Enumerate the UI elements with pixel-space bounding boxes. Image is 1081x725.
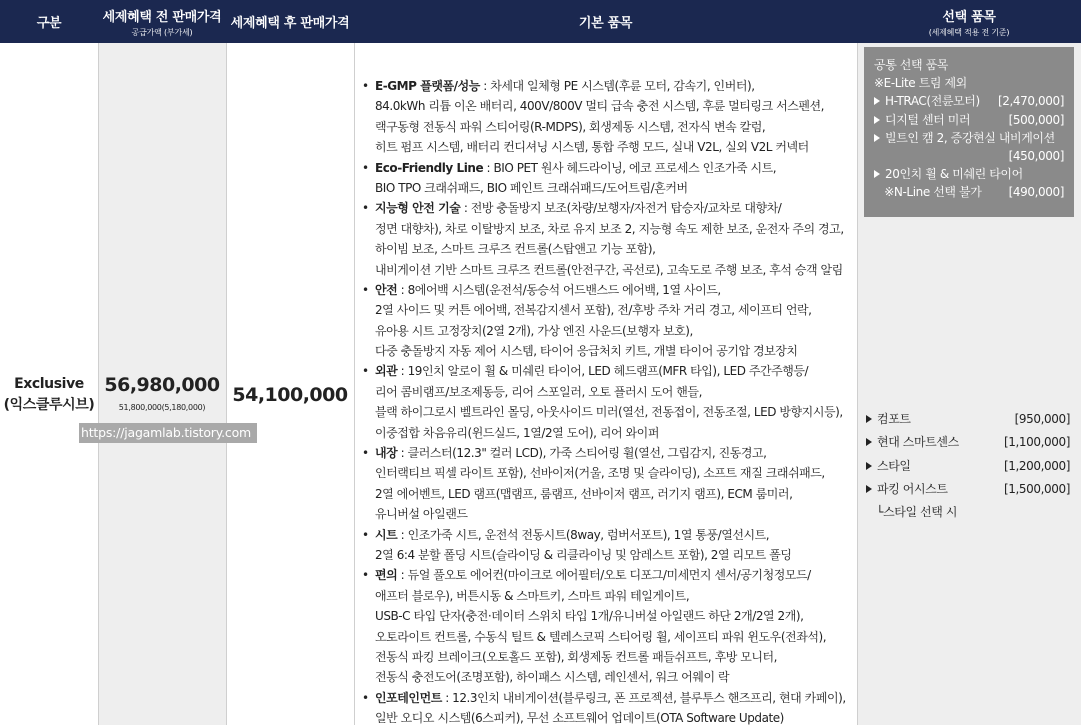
basic-item-text: : 듀얼 풀오토 에어컨(마이크로 에어필터/오토 디포그/미세먼지 센서/공기청정모드/ bbox=[397, 568, 811, 583]
basic-item-text: 84.0kWh 리튬 이온 배터리, 400V/800V 멀티 급속 충전 시스템, 후륜 멀티링크 서스펜션, bbox=[375, 99, 825, 114]
header-price-before-label: 세제혜택 전 판매가격 bbox=[102, 9, 222, 25]
common-option-label: 빌트인 캠 2, 증강현실 내비게이션 bbox=[885, 130, 1055, 145]
common-option-price: [490,000] bbox=[1008, 185, 1064, 200]
package-option bbox=[864, 455, 1076, 478]
basic-item-line bbox=[358, 402, 856, 422]
common-option-price: [2,470,000] bbox=[997, 94, 1064, 109]
basic-item-text: : 19인치 알로이 휠 & 미쉐린 타이어, LED 헤드램프(MFR 타입), LED 주간주행등/ bbox=[397, 364, 809, 379]
header-category bbox=[0, 0, 98, 43]
basic-item-line bbox=[358, 137, 856, 157]
basic-item-text: 2열 사이드 및 커튼 에어백, 전복감지센서 포함), 전/후방 주차 거리 경고, 세이프티 언락, bbox=[375, 303, 812, 318]
basic-item-line bbox=[358, 688, 856, 708]
price-before-value: 56,980,000 bbox=[104, 374, 220, 396]
triangle-right-icon bbox=[866, 462, 872, 470]
basic-item-line bbox=[358, 341, 856, 361]
basic-item-line bbox=[358, 667, 856, 687]
basic-item-text: BIO TPO 크래쉬패드, BIO 페인트 크래쉬패드/도어트림/혼커버 bbox=[375, 180, 688, 195]
common-option bbox=[864, 92, 1074, 110]
basic-item-text: 오토라이트 컨트롤, 수동식 틸트 & 텔레스코픽 스티어링 휠, 세이프티 파워 윈도우(전좌석), bbox=[375, 629, 827, 644]
package-option-price: [1,500,000] bbox=[1003, 481, 1070, 496]
basic-item-text: : 클러스터(12.3" 컬러 LCD), 가죽 스티어링 휠(열선, 그립감지, 진동경고, bbox=[397, 446, 767, 461]
basic-item-line bbox=[358, 443, 856, 463]
package-option-price: [1,200,000] bbox=[1003, 458, 1070, 473]
basic-item-text: 하이빔 보조, 스마트 크루즈 컨트롤(스탑앤고 기능 포함), bbox=[375, 242, 656, 257]
basic-item-line bbox=[358, 280, 856, 300]
basic-item-text: 유아용 시트 고정장치(2열 2개), 가상 엔진 사운드(보행자 보호), bbox=[375, 323, 693, 338]
package-option-label: 파킹 어시스트 bbox=[877, 481, 948, 496]
trim-name-ko: (익스클루시브) bbox=[3, 397, 95, 413]
bullet-icon: • bbox=[362, 364, 369, 379]
basic-item-text: : 인조가죽 시트, 운전석 전동시트(8way, 럼버서포트), 1열 통풍/열선시트, bbox=[397, 527, 770, 542]
basic-item-category: 편의 bbox=[375, 568, 398, 583]
basic-item-text: : 차세대 일체형 PE 시스템(후륜 모터, 감속기, 인버터), bbox=[479, 79, 755, 93]
basic-item-line bbox=[358, 219, 856, 239]
package-option-label: └스타일 선택 시 bbox=[866, 505, 958, 520]
basic-item-text: 2열 에어벤트, LED 램프(맵램프, 룸램프, 선바이저 램프, 러기지 램프), ECM 룸미러, bbox=[375, 486, 793, 501]
package-option-price: [1,100,000] bbox=[1003, 435, 1070, 450]
basic-item-line bbox=[358, 504, 856, 524]
basic-item-line bbox=[358, 565, 856, 585]
basic-item-category: 지능형 안전 기술 bbox=[375, 201, 461, 216]
common-option-label: H-TRAC(전륜모터) bbox=[885, 94, 980, 109]
basic-item-text: 정면 대향차), 차로 이탈방지 보조, 차로 유지 보조 2, 지능형 속도 제한 보조, 운전자 주의 경고, bbox=[375, 221, 844, 236]
common-option-label: 20인치 휠 & 미쉐린 타이어 bbox=[885, 167, 1023, 182]
basic-item-text: 이중접합 차음유리(윈드실드, 1열/2열 도어), 리어 와이퍼 bbox=[375, 425, 659, 440]
basic-item-line bbox=[358, 300, 856, 320]
package-option-label: 스타일 bbox=[877, 458, 911, 473]
package-option bbox=[864, 501, 1076, 524]
basic-item-category: Eco-Friendly Line bbox=[375, 160, 484, 175]
bullet-icon: • bbox=[362, 527, 369, 542]
basic-item-line bbox=[358, 117, 856, 137]
basic-item-line bbox=[358, 382, 856, 402]
package-option bbox=[864, 408, 1076, 431]
basic-item-text: 히트 펌프 시스템, 배터리 컨디셔닝 시스템, 통합 주행 모드, 실내 V2L, 실외 V2L 커넥터 bbox=[375, 140, 809, 155]
basic-item-category: 외관 bbox=[375, 364, 398, 379]
basic-item-line bbox=[358, 463, 856, 483]
basic-item-text: 랙구동형 전동식 파워 스티어링(R-MDPS), 회생제동 시스템, 전자식 변속 칼럼, bbox=[375, 119, 766, 134]
triangle-right-icon bbox=[874, 97, 880, 105]
basic-item-line bbox=[358, 606, 856, 626]
basic-item-line bbox=[358, 586, 856, 606]
basic-item-category: 내장 bbox=[375, 446, 398, 461]
common-option-price: [450,000] bbox=[1008, 148, 1064, 163]
basic-item-line bbox=[358, 198, 856, 218]
triangle-right-icon bbox=[874, 116, 880, 124]
package-option-price: [950,000] bbox=[1014, 412, 1070, 426]
basic-item-line bbox=[358, 647, 856, 667]
bullet-icon: • bbox=[362, 690, 369, 705]
header-options bbox=[857, 0, 1081, 43]
basic-item-line bbox=[358, 545, 856, 565]
header-price-after bbox=[226, 0, 354, 43]
header-options-sub: (세제혜택 적용 전 기준) bbox=[928, 27, 1010, 37]
triangle-right-icon bbox=[866, 485, 872, 493]
triangle-right-icon bbox=[874, 170, 880, 178]
basic-item-text: : 전방 충돌방지 보조(차량/보행자/자전거 탑승자/교차로 대향차/ bbox=[460, 201, 782, 216]
basic-item-text: 인터랙티브 픽셀 라이트 포함), 선바이저(거울, 조명 및 슬라이딩), 소프트 재질 크래쉬패드, bbox=[375, 466, 825, 481]
basic-item-line bbox=[358, 423, 856, 443]
trim-name-en: Exclusive bbox=[14, 376, 84, 392]
header-price-after-label: 세제혜택 후 판매가격 bbox=[230, 16, 350, 31]
header-options-label: 선택 품목 bbox=[942, 9, 996, 25]
package-option-label: 현대 스마트센스 bbox=[877, 435, 959, 450]
header-price-before bbox=[98, 0, 226, 43]
triangle-right-icon bbox=[866, 415, 872, 423]
header-basic-items-label: 기본 품목 bbox=[578, 16, 633, 31]
basic-item-line bbox=[358, 525, 856, 545]
triangle-right-icon bbox=[866, 438, 872, 446]
header-price-before-sub: 공급가액 (부가세) bbox=[131, 27, 193, 37]
watermark-url: https://jagamlab.tistory.com bbox=[79, 423, 257, 443]
basic-item-text: 리어 콤비램프/보조제동등, 리어 스포일러, 오토 플러시 도어 핸들, bbox=[375, 384, 702, 399]
basic-item-text: 유니버설 아일랜드 bbox=[375, 507, 468, 522]
common-options-title: 공통 선택 품목 bbox=[874, 58, 948, 72]
basic-items-list bbox=[358, 76, 856, 725]
triangle-right-icon bbox=[874, 134, 880, 142]
column-divider bbox=[857, 43, 858, 725]
basic-item-line bbox=[358, 627, 856, 647]
common-option bbox=[864, 183, 1074, 201]
basic-item-line bbox=[358, 178, 856, 198]
package-option bbox=[864, 478, 1076, 501]
basic-item-line bbox=[358, 708, 856, 725]
basic-item-line bbox=[358, 76, 856, 96]
basic-item-text: 2열 6:4 분할 폴딩 시트(슬라이딩 & 리클라이닝 및 암레스트 포함), 2열 리모트 폴딩 bbox=[375, 547, 792, 562]
bullet-icon: • bbox=[362, 568, 369, 583]
package-options-list bbox=[864, 408, 1076, 524]
basic-item-text: : BIO PET 원사 헤드라이닝, 에코 프로세스 인조가죽 시트, bbox=[483, 160, 777, 175]
common-option bbox=[864, 111, 1074, 129]
common-option bbox=[864, 165, 1074, 183]
basic-item-text: 다중 충돌방지 자동 제어 시스템, 타이어 응급처치 키트, 개별 타이어 공기압 경보장치 bbox=[375, 344, 798, 359]
bullet-icon: • bbox=[362, 79, 369, 93]
bullet-icon: • bbox=[362, 160, 369, 175]
common-option bbox=[864, 129, 1074, 147]
common-option-label: ※N-Line 선택 불가 bbox=[874, 185, 982, 200]
price-before-breakdown: 51,800,000(5,180,000) bbox=[118, 403, 206, 412]
bullet-icon: • bbox=[362, 446, 369, 461]
package-option-label: 컴포트 bbox=[877, 412, 911, 426]
basic-item-text: : 8에어백 시스템(운전석/동승석 어드밴스드 에어백, 1열 사이드, bbox=[397, 282, 721, 297]
common-option-price: [500,000] bbox=[1008, 112, 1064, 127]
basic-item-line bbox=[358, 484, 856, 504]
basic-item-line bbox=[358, 96, 856, 116]
basic-item-line bbox=[358, 260, 856, 280]
basic-item-text: : 12.3인치 내비게이션(블루링크, 폰 프로젝션, 블루투스 핸즈프리, 현대 카페이), bbox=[441, 690, 846, 705]
basic-item-text: 애프터 블로우), 버튼시동 & 스마트키, 스마트 파워 테일게이트, bbox=[375, 588, 690, 603]
price-after-value: 54,100,000 bbox=[232, 384, 348, 406]
basic-item-category: 안전 bbox=[375, 282, 398, 297]
package-option bbox=[864, 431, 1076, 454]
basic-item-text: 전동식 파킹 브레이크(오토홀드 포함), 회생제동 컨트롤 패들쉬프트, 후방 모니터, bbox=[375, 649, 778, 664]
common-options-list bbox=[864, 92, 1074, 201]
common-option-label: 디지털 센터 미러 bbox=[885, 112, 971, 127]
basic-item-text: 전동식 충전도어(조명포함), 하이패스 시스템, 레인센서, 워크 어웨이 락 bbox=[375, 670, 730, 685]
basic-item-category: 시트 bbox=[375, 527, 398, 542]
basic-item-text: 일반 오디오 시스템(6스피커), 무선 소프트웨어 업데이트(OTA Software Update) bbox=[375, 711, 784, 725]
bullet-icon: • bbox=[362, 201, 369, 216]
basic-item-text: 내비게이션 기반 스마트 크루즈 컨트롤(안전구간, 곡선로), 고속도로 주행 보조, 후석 승객 알림 bbox=[375, 262, 843, 277]
basic-item-line bbox=[358, 361, 856, 381]
common-options-box bbox=[864, 47, 1074, 217]
basic-item-line bbox=[358, 239, 856, 259]
common-options-note: ※E-Lite 트림 제외 bbox=[874, 76, 967, 91]
trim-name bbox=[0, 374, 98, 416]
header-category-label: 구분 bbox=[36, 16, 62, 31]
column-divider bbox=[354, 43, 355, 725]
basic-item-line bbox=[358, 158, 856, 178]
header-basic-items bbox=[354, 0, 857, 43]
common-option bbox=[864, 147, 1074, 165]
basic-item-text: 블랙 하이그로시 벨트라인 몰딩, 아웃사이드 미러(열선, 전동접이, 전동조절, LED 방향지시등), bbox=[375, 405, 843, 420]
basic-item-line bbox=[358, 321, 856, 341]
basic-item-text: USB-C 타입 단자(충전·데이터 스위치 타입 1개/유니버설 아일랜드 하단 2개/2열 2개), bbox=[375, 609, 804, 624]
basic-item-category: E-GMP 플랫폼/성능 bbox=[375, 79, 480, 93]
bullet-icon: • bbox=[362, 282, 369, 297]
table-header bbox=[0, 0, 1081, 43]
basic-item-category: 인포테인먼트 bbox=[375, 690, 442, 705]
